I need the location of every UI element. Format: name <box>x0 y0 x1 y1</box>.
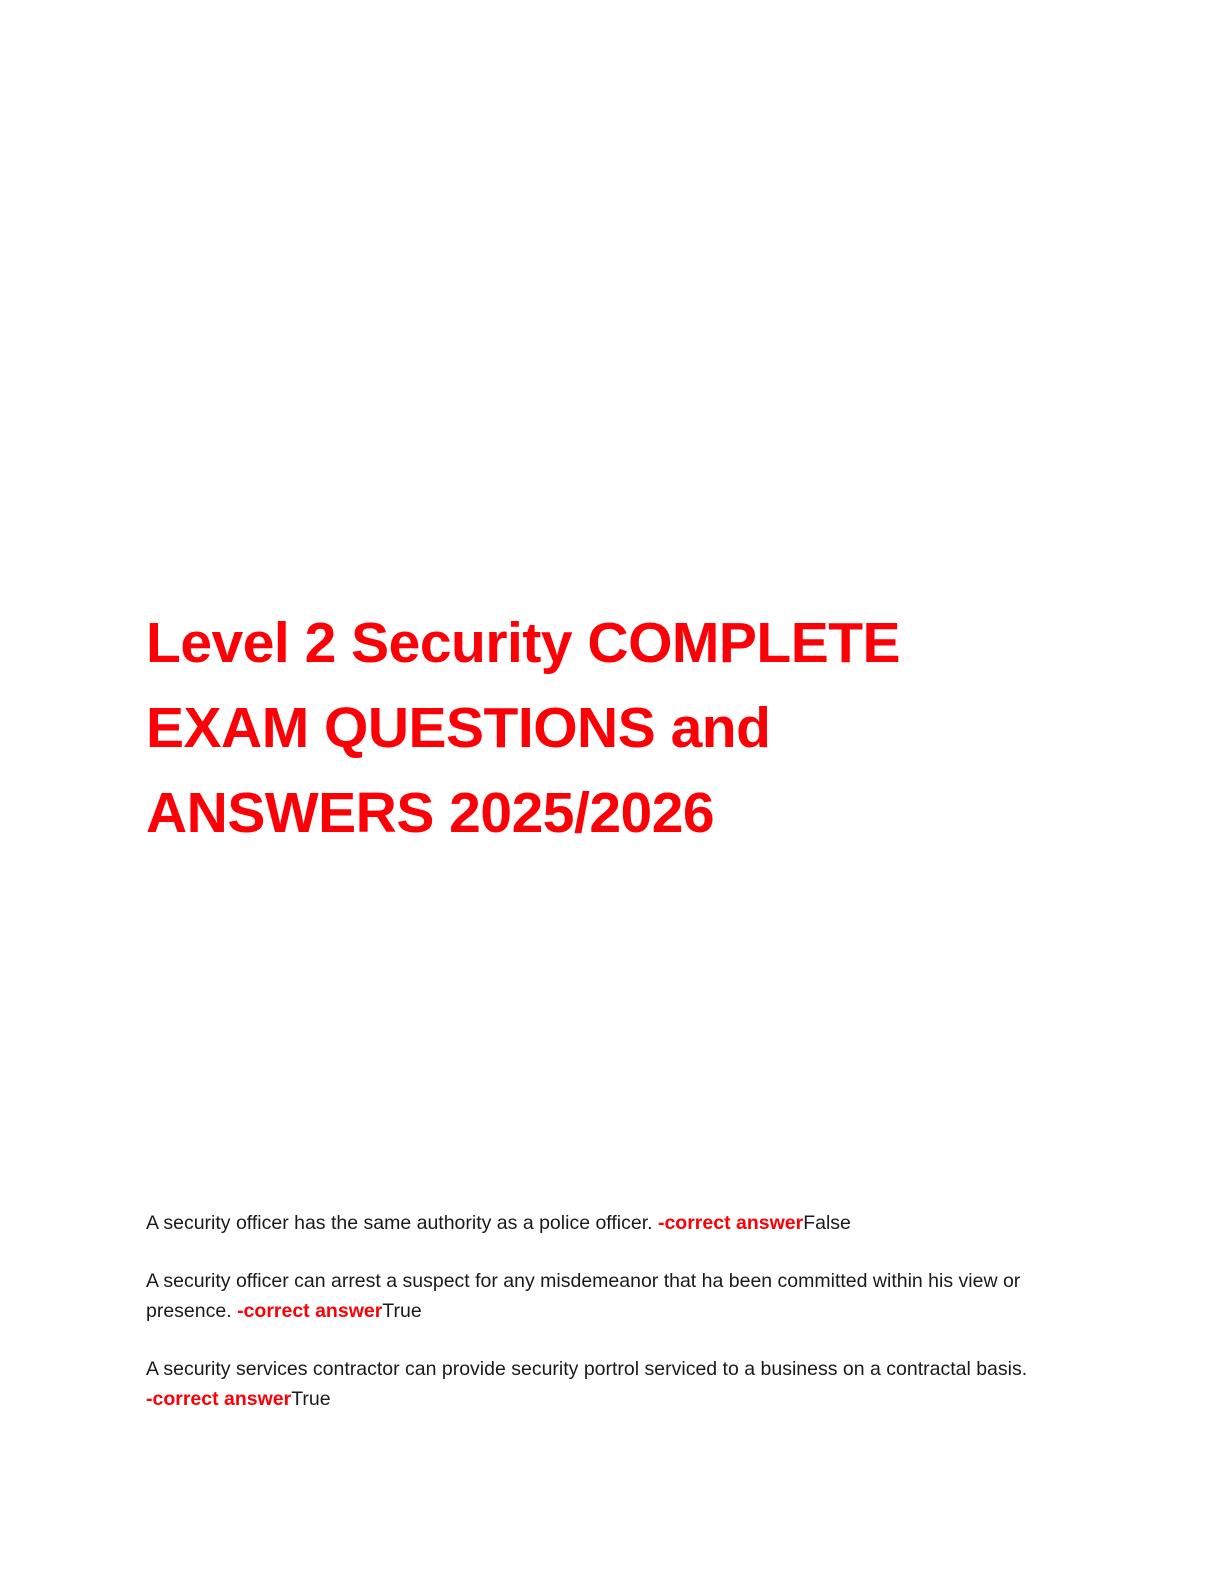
correct-answer-tag: -correct answer <box>237 1299 383 1322</box>
page-title: Level 2 Security COMPLETE EXAM QUESTIONS and ANSWERS 2025/2026 <box>146 611 901 846</box>
question-text: A security officer can arrest a suspect for any misdemeanor that ha been committed within his view or presence. <box>146 1269 1021 1322</box>
question-text: A security services contractor can provide security portrol serviced to a business on a contractal basis. <box>146 1357 1028 1380</box>
list-item <box>146 1354 1036 1414</box>
answer-text: False <box>803 1211 851 1234</box>
correct-answer-tag: -correct answer <box>146 1387 292 1410</box>
answer-text: True <box>382 1299 422 1322</box>
answer-text: True <box>291 1387 331 1410</box>
list-item <box>146 1208 1036 1238</box>
correct-answer-tag: -correct answer <box>657 1211 804 1234</box>
question-text: A security officer has the same authority as a police officer. <box>146 1211 658 1234</box>
question-answer-list <box>146 1188 1036 1414</box>
list-item <box>146 1266 1036 1326</box>
